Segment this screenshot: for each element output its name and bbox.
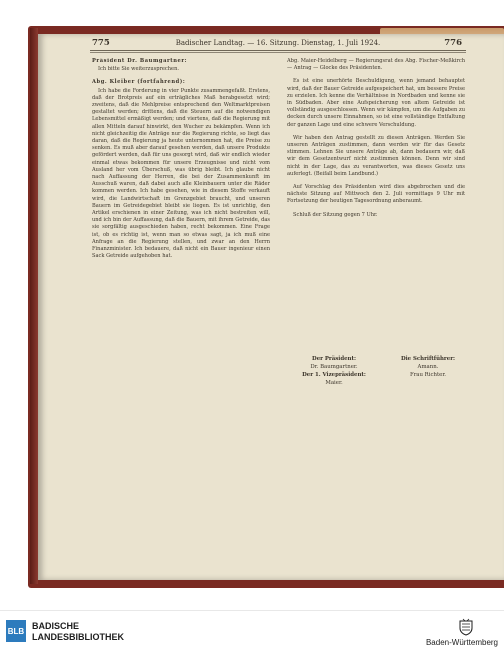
secretary-name-2: Frau Richter.: [409, 372, 447, 378]
paragraph: Es ist eine unerhörte Beschuldigung, wenn jemand behauptet wird, daß der Bauer Getreide aufgespeichert hat, um bessere Preise zu erzielen. Ich kenne die Verhältnisse in Nordbaden und kenne sie in Südbaden. Aber eine Aufspeicherung von altem Getreide ist vollständig ausgeschlossen. Wenn wir kämpfen, um die Aufgaben zu decken durch unsere Einnahmen, so ist eine vollständige Entfaltung der ganzen Lage und eine schwere Verschuldung.: [287, 78, 465, 128]
page-number-right: 776: [444, 38, 462, 48]
secretary-name-1: Amann.: [417, 364, 439, 370]
speaker-line: Abg. Kleiber (fortfahrend):: [92, 79, 186, 86]
secretaries-label: Die Schriftführer:: [400, 356, 456, 362]
baden-wuerttemberg-crest-icon: [458, 618, 474, 636]
signature-block-secretaries: [392, 355, 464, 379]
president-label: Der Präsident:: [312, 356, 356, 362]
paragraph: Ich habe die Forderung in vier Punkte zusammengefaßt. Erstens, daß der Brotpreis auf ein erträgliches Maß herabgesetzt wird; zweitens, daß die Mehlpreise entsprechend den Weltmarktpreisen gestaltet werden; drittens, daß die Steuern auf die notwendigen Lebensmittel ermäßigt werden; und viertens, daß die Regierung mit allen Mitteln darauf hinwirkt, den Wucher zu bekämpfen. Wenn ich nicht gleichzeitig die Anträge nur die Regierung richte, so liegt das daran, daß die Regierung ja heute unternommen hat, die Preise zu senken. Es muß aber darauf gesehen werden, daß unsere Produkte gefördert werden, daß für uns gesorgt wird, daß wir endlich wieder einmal etwas bekommen für unsere Erzeugnisse und nicht vom Ausland her vom Überschuß, was übrig bleibt. Ich glaube nicht nach Auffassung der Herren, die bei der Zusammenkunft im Ausschuß waren, daß dabei auch alle Kleinbauern unter die Räder kommen werden. Ich habe gesehen, wie in diesem Stoffe verkauft wird, die Landwirtschaft im Grenzgebiet braucht, und unseren Bauern im Getreidegebiet bleibt sie liegen. Es ist unrichtig, den Artikel erschienen in einer Zeitung, was ich nicht bestreiten will, und ich bin der Auffassung, daß die Bauern, mit ihrem Getreide, das sie sorgfältig ausgeschieden haben, recht bekommen. Eine Frage ist, ob es richtig ist, wenn man so etwas sagt, ja ich muß eine Anfrage an die Regierung stellen, und zwar an den Herrn Finanzminister. Ich bedauere, daß nicht ein Bauer ingenieur einen Sack Getreide aufgehoben hat.: [92, 87, 270, 260]
running-title: Badischer Landtag. — 16. Sitzung. Dienstag, 1. Juli 1924.: [175, 39, 381, 47]
text-column-left: [92, 58, 270, 261]
state-label: Baden-Württemberg: [425, 638, 498, 647]
president-name: Dr. Baumgartner.: [310, 364, 358, 370]
library-name-line-2: LANDESBIBLIOTHEK: [32, 631, 124, 642]
paragraph: Ich bitte Sie weiterzusprechen.: [98, 66, 179, 73]
library-name-line-1: BADISCHE: [32, 621, 80, 631]
signature-block-president: [300, 355, 368, 387]
text-column-right: [287, 58, 465, 220]
page-number-left: 775: [92, 38, 110, 48]
speaker-line: Präsident Dr. Baumgartner:: [92, 58, 188, 64]
paragraph: Schluß der Sitzung gegen 7 Uhr.: [293, 211, 378, 218]
paragraph: Auf Vorschlag des Präsidenten wird dies abgebrochen und die nächste Sitzung auf Mittwoch den 2. Juli vormittags 9 Uhr mit Fortsetzung der heutigen Tagesordnung anberaumt.: [287, 184, 465, 205]
vice-president-name: Maier.: [325, 380, 343, 386]
paragraph: Abg. Maier-Heidelberg — Regierungsrat des Abg. Fischer-Meßkirch — Antrag — Glocke des Präsidenten.: [287, 58, 465, 72]
library-name[interactable]: [32, 621, 124, 642]
vice-president-label: Der 1. Vizepräsident:: [302, 372, 366, 378]
header-rule: [90, 50, 466, 51]
header-rule-thin: [90, 52, 466, 53]
paragraph: Wir haben den Antrag gestellt zu diesen Anträgen. Werden Sie unseren Anträgen zustimmen, dann werden wir für das Gesetz stimmen. Lehnen Sie unsere Anträge ab, dann bedauern wir, daß wir dem Gesetzentwurf nicht zustimmen können. Denn wir sind nicht in der Lage, das zu verantworten, was dieses Gesetz uns auferlegt. (Beifall beim Landbund.): [287, 134, 465, 177]
book-spine-edge: [30, 28, 38, 584]
blb-logo[interactable]: BLB: [6, 620, 26, 642]
